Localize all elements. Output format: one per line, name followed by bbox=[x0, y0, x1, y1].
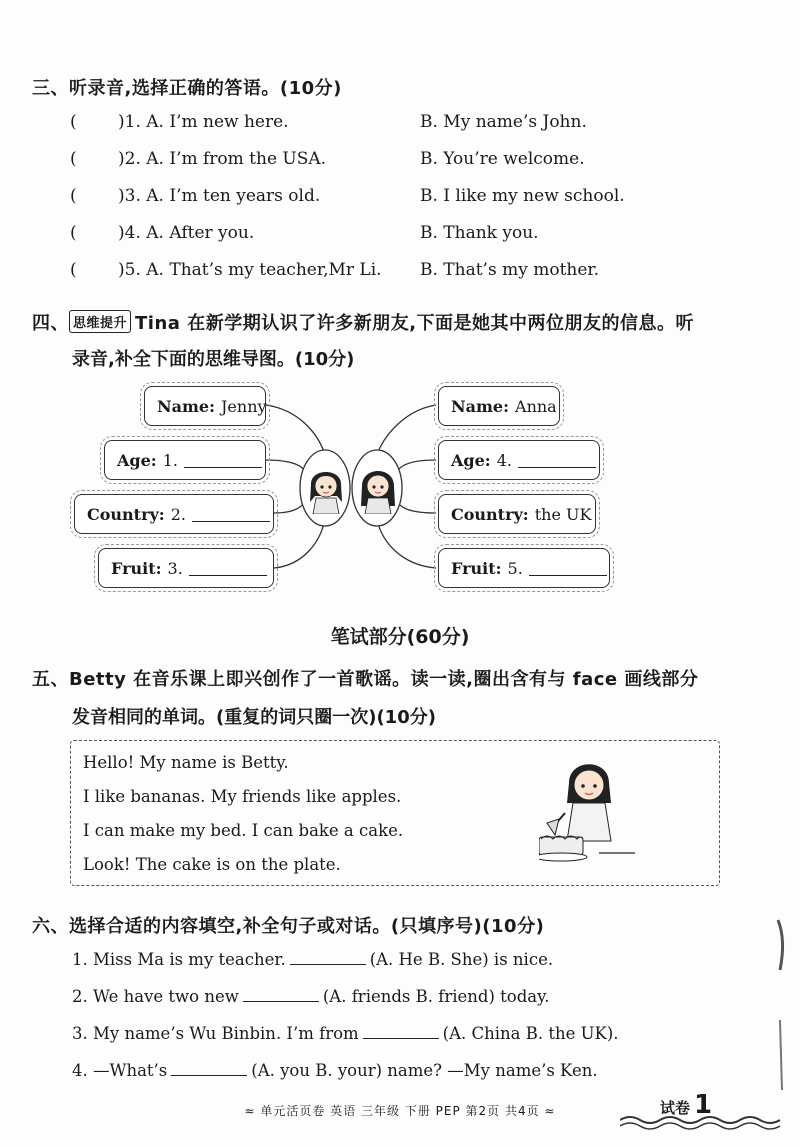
jenny-fruit-box: Fruit: 3. bbox=[98, 548, 274, 588]
song-box bbox=[70, 740, 720, 886]
girl-baking-cake-icon bbox=[539, 753, 639, 873]
answer-paren-open[interactable]: ( bbox=[70, 223, 77, 243]
jenny-country-box: Country: 2. bbox=[74, 494, 274, 534]
answer-blank[interactable] bbox=[363, 1025, 439, 1039]
anna-name-box: Name: Anna bbox=[438, 386, 560, 426]
anna-country-box: Country: the UK bbox=[438, 494, 596, 534]
option-b: B. That’s my mother. bbox=[420, 260, 600, 280]
fill-in-row: 1. Miss Ma is my teacher. (A. He B. She) is nice. bbox=[72, 950, 554, 969]
option-b: B. I like my new school. bbox=[420, 186, 625, 206]
fill-in-row: 2. We have two new (A. friends B. friend) today. bbox=[72, 987, 550, 1006]
question-row bbox=[70, 186, 710, 212]
section4-title: 四、 思维提升 Tina 在新学期认识了许多新朋友,下面是她其中两位朋友的信息。听 bbox=[32, 309, 694, 335]
anna-age-box: Age: 4. bbox=[438, 440, 600, 480]
page-edge-decoration bbox=[760, 900, 800, 1100]
answer-blank[interactable] bbox=[529, 560, 607, 576]
answer-blank[interactable] bbox=[184, 452, 262, 468]
exam-paper-number: 试卷 1 bbox=[660, 1090, 713, 1120]
anna-avatar-icon bbox=[357, 462, 399, 514]
option-a: )1. A. I’m new here. bbox=[118, 112, 289, 132]
written-part-title: 笔试部分(60分) bbox=[330, 626, 470, 648]
answer-paren-open[interactable]: ( bbox=[70, 149, 77, 169]
page-footer: ≈ 单元活页卷 英语 三年级 下册 PEP 第2页 共4页 ≈ bbox=[244, 1104, 556, 1118]
option-a: )3. A. I’m ten years old. bbox=[118, 186, 321, 206]
option-a: )4. A. After you. bbox=[118, 223, 255, 243]
answer-blank[interactable] bbox=[290, 951, 366, 965]
option-b: B. You’re welcome. bbox=[420, 149, 585, 169]
answer-paren-open[interactable]: ( bbox=[70, 260, 77, 280]
song-line[interactable]: I like bananas. My friends like apples. bbox=[83, 787, 402, 806]
question-row bbox=[70, 149, 710, 175]
answer-blank[interactable] bbox=[243, 988, 319, 1002]
fill-in-row: 3. My name’s Wu Binbin. I’m from (A. China B. the UK). bbox=[72, 1024, 619, 1043]
answer-paren-open[interactable]: ( bbox=[70, 186, 77, 206]
answer-blank[interactable] bbox=[518, 452, 596, 468]
question-row bbox=[70, 112, 710, 138]
option-b: B. My name’s John. bbox=[420, 112, 587, 132]
answer-blank[interactable] bbox=[192, 506, 270, 522]
option-b: B. Thank you. bbox=[420, 223, 539, 243]
jenny-avatar-icon bbox=[305, 462, 347, 514]
jenny-name-box: Name: Jenny bbox=[144, 386, 266, 426]
song-line[interactable]: Hello! My name is Betty. bbox=[83, 753, 289, 772]
question-row bbox=[70, 223, 710, 249]
section3-title: 三、听录音,选择正确的答语。(10分) bbox=[32, 78, 342, 99]
option-a: )5. A. That’s my teacher,Mr Li. bbox=[118, 260, 382, 280]
fill-in-row: 4. —What’s (A. you B. your) name? —My name’s Ken. bbox=[72, 1061, 598, 1080]
section6-title: 六、选择合适的内容填空,补全句子或对话。(只填序号)(10分) bbox=[32, 916, 545, 937]
answer-blank[interactable] bbox=[189, 560, 267, 576]
jenny-age-box: Age: 1. bbox=[104, 440, 266, 480]
answer-paren-open[interactable]: ( bbox=[70, 112, 77, 132]
song-line[interactable]: I can make my bed. I can bake a cake. bbox=[83, 821, 404, 840]
anna-fruit-box: Fruit: 5. bbox=[438, 548, 610, 588]
section5-title-line2: 发音相同的单词。(重复的词只圈一次)(10分) bbox=[72, 707, 436, 728]
option-a: )2. A. I’m from the USA. bbox=[118, 149, 327, 169]
song-line[interactable]: Look! The cake is on the plate. bbox=[83, 855, 341, 874]
section4-title-line2: 录音,补全下面的思维导图。(10分) bbox=[72, 349, 355, 370]
thinking-tag: 思维提升 bbox=[69, 310, 131, 333]
answer-blank[interactable] bbox=[171, 1062, 247, 1076]
question-row bbox=[70, 260, 710, 286]
section5-title: 五、Betty 在音乐课上即兴创作了一首歌谣。读一读,圈出含有与 face 画线部分 bbox=[32, 669, 699, 690]
